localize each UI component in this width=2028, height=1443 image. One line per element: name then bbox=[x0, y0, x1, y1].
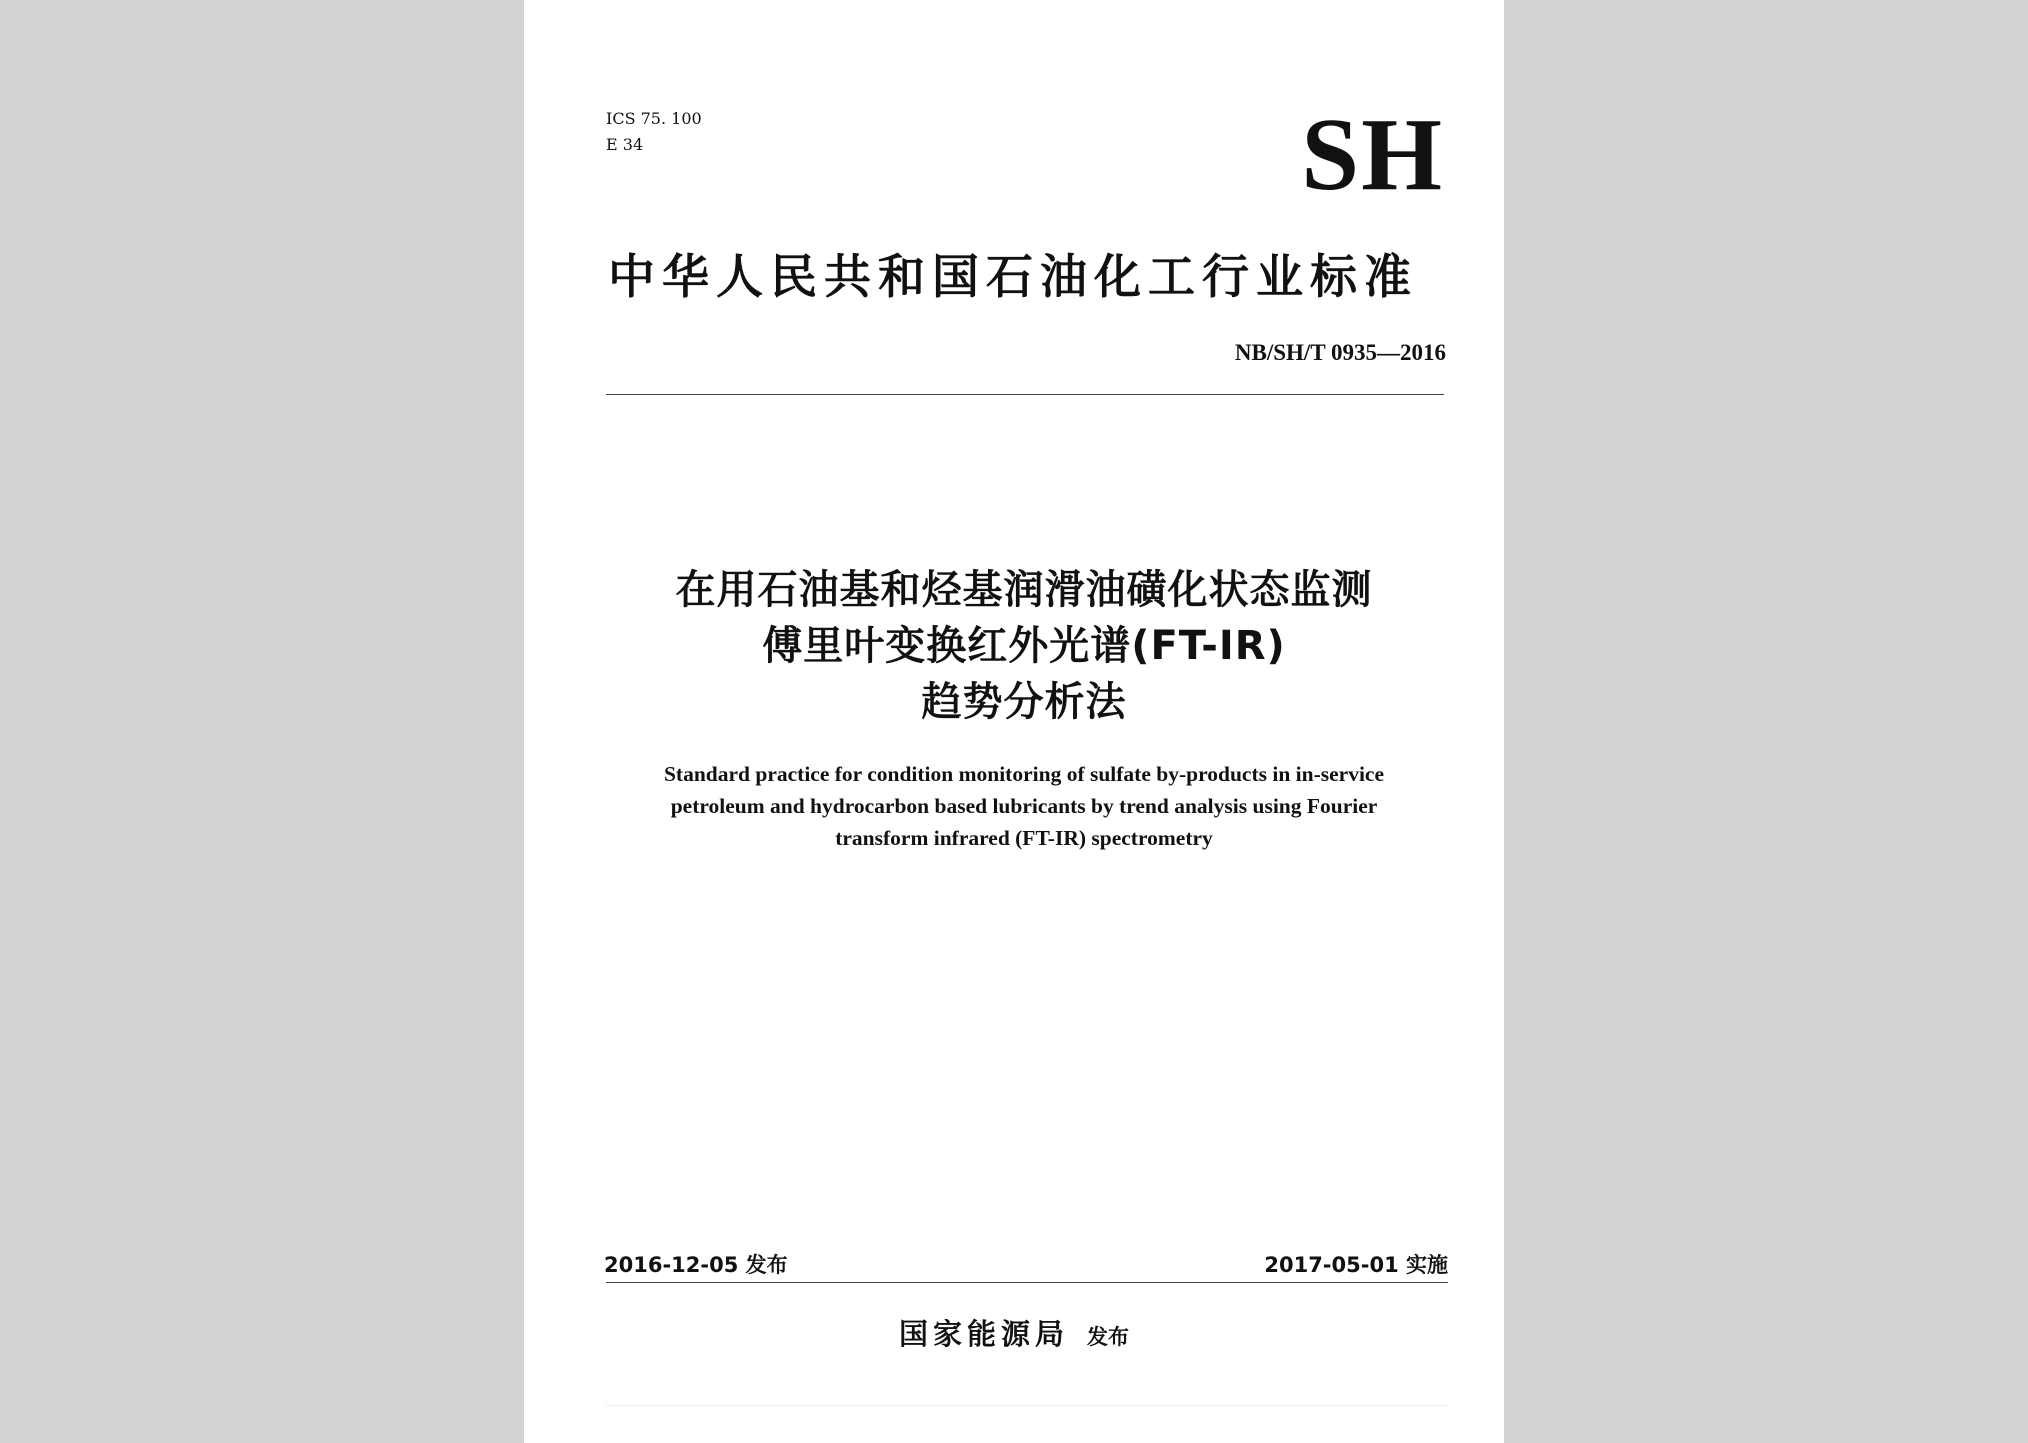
chinese-title-line: 在用石油基和烃基润滑油磺化状态监测 bbox=[675, 567, 1373, 613]
chinese-title bbox=[584, 562, 1464, 730]
classification-codes bbox=[606, 106, 702, 158]
standard-number: NB/SH/T 0935—2016 bbox=[1234, 340, 1446, 365]
chinese-title-line: 趋势分析法 bbox=[921, 679, 1127, 725]
english-title-line: transform infrared (FT-IR) spectrometry bbox=[835, 826, 1213, 850]
header-divider bbox=[606, 394, 1444, 395]
ccs-code: E 34 bbox=[606, 135, 644, 154]
publisher-name: 国家能源局 bbox=[898, 1317, 1069, 1351]
english-title-line: petroleum and hydrocarbon based lubricants by trend analysis using Fourier bbox=[670, 794, 1378, 818]
publisher-verb: 发布 bbox=[1087, 1325, 1129, 1349]
implementation-date: 2017-05-01 实施 bbox=[1264, 1253, 1448, 1277]
publisher bbox=[524, 1312, 1504, 1353]
sh-logo: SH bbox=[1301, 97, 1444, 212]
bottom-faint-line bbox=[606, 1405, 1448, 1406]
ics-code: ICS 75. 100 bbox=[606, 109, 702, 128]
issue-date: 2016-12-05 发布 bbox=[604, 1253, 788, 1277]
english-title-line: Standard practice for condition monitoring of sulfate by-products in in-service bbox=[663, 762, 1385, 786]
document-page bbox=[524, 0, 1504, 1443]
footer-divider bbox=[606, 1282, 1448, 1283]
chinese-title-line: 傅里叶变换红外光谱(FT-IR) bbox=[762, 623, 1286, 669]
english-title bbox=[584, 758, 1464, 854]
issuing-standard-category: 中华人民共和国石油化工行业标准 bbox=[608, 250, 1418, 305]
